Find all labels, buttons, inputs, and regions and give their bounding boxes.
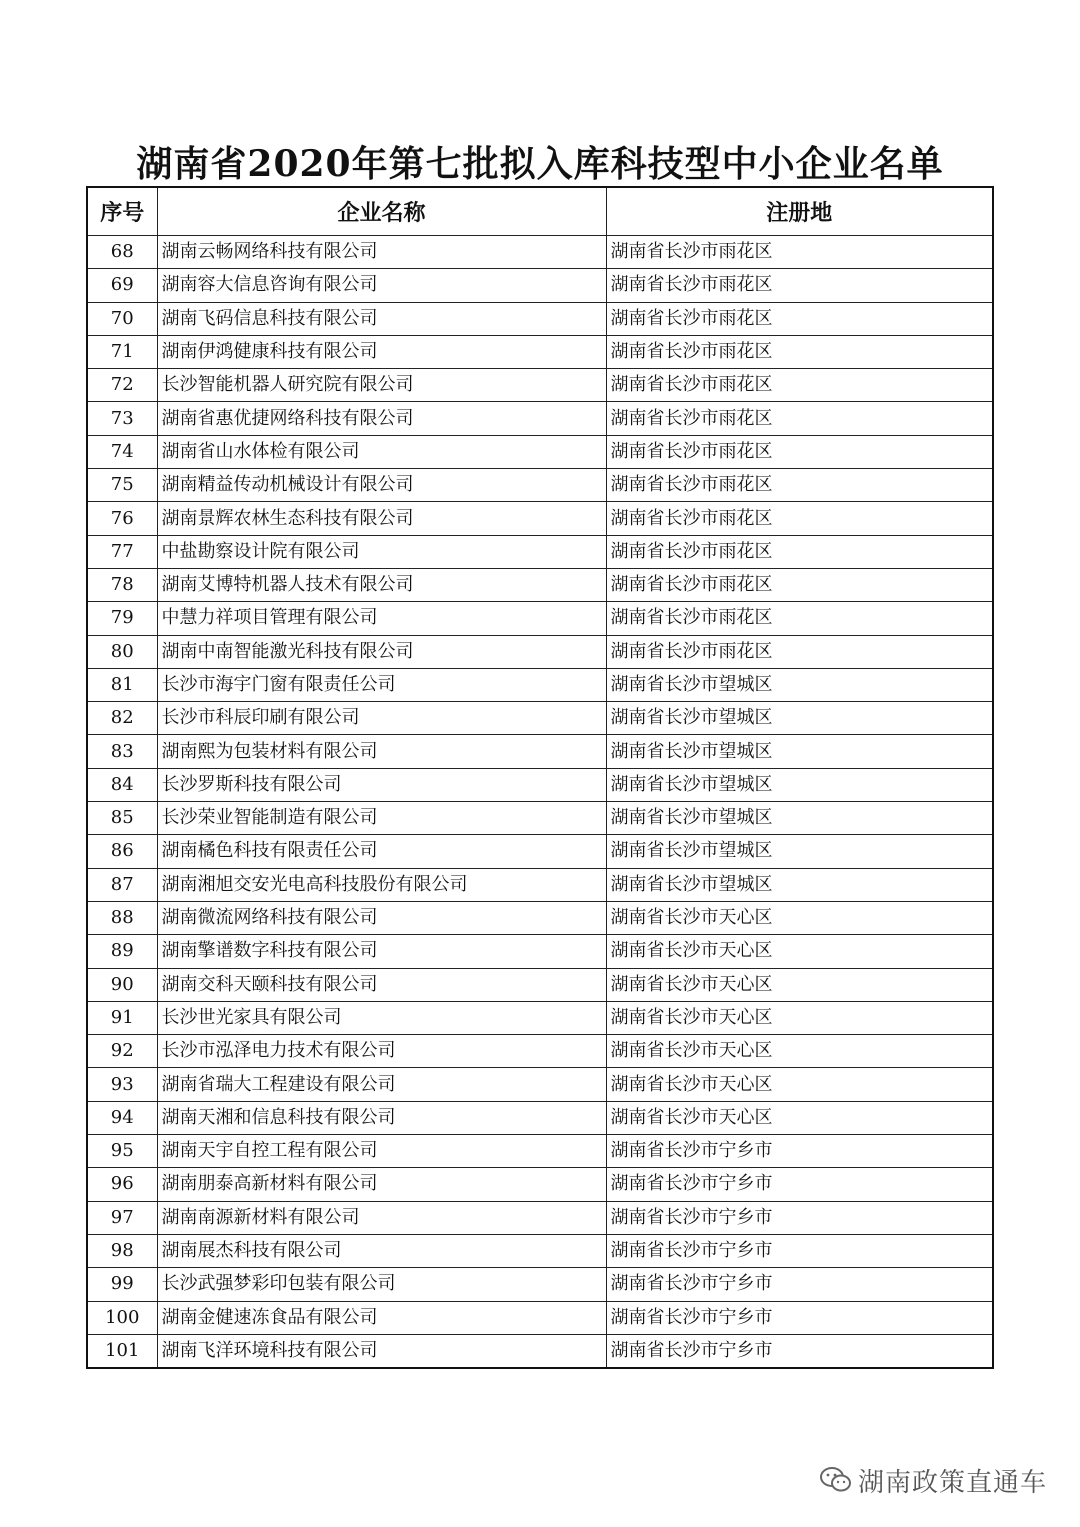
table-row	[87, 868, 993, 901]
row-seq: 68	[87, 236, 157, 269]
row-registered-location: 湖南省长沙市宁乡市	[606, 1201, 993, 1234]
row-registered-location: 湖南省长沙市雨花区	[606, 236, 993, 269]
table-row	[87, 1101, 993, 1134]
row-seq: 82	[87, 702, 157, 735]
row-seq: 93	[87, 1068, 157, 1101]
row-registered-location: 湖南省长沙市天心区	[606, 1035, 993, 1068]
row-company-name: 湖南南源新材料有限公司	[157, 1201, 606, 1234]
row-registered-location: 湖南省长沙市雨花区	[606, 535, 993, 568]
row-seq: 95	[87, 1135, 157, 1168]
table-row	[87, 369, 993, 402]
row-registered-location: 湖南省长沙市天心区	[606, 1068, 993, 1101]
row-seq: 97	[87, 1201, 157, 1234]
row-company-name: 长沙武强梦彩印包装有限公司	[157, 1268, 606, 1301]
table-row	[87, 502, 993, 535]
table-row	[87, 935, 993, 968]
row-company-name: 湖南省惠优捷网络科技有限公司	[157, 402, 606, 435]
row-registered-location: 湖南省长沙市雨花区	[606, 369, 993, 402]
row-seq: 77	[87, 535, 157, 568]
table-row	[87, 602, 993, 635]
row-registered-location: 湖南省长沙市天心区	[606, 1101, 993, 1134]
row-company-name: 湖南云畅网络科技有限公司	[157, 236, 606, 269]
row-company-name: 湖南省山水体检有限公司	[157, 435, 606, 468]
row-seq: 85	[87, 802, 157, 835]
header-company-name: 企业名称	[157, 187, 606, 236]
row-registered-location: 湖南省长沙市望城区	[606, 835, 993, 868]
row-seq: 72	[87, 369, 157, 402]
row-company-name: 湖南景辉农林生态科技有限公司	[157, 502, 606, 535]
row-company-name: 湖南天湘和信息科技有限公司	[157, 1101, 606, 1134]
table-header-row	[87, 187, 993, 236]
row-seq: 100	[87, 1301, 157, 1334]
row-company-name: 湖南熙为包装材料有限公司	[157, 735, 606, 768]
row-company-name: 长沙市海宇门窗有限责任公司	[157, 668, 606, 701]
row-registered-location: 湖南省长沙市雨花区	[606, 602, 993, 635]
row-registered-location: 湖南省长沙市雨花区	[606, 502, 993, 535]
row-company-name: 湖南展杰科技有限公司	[157, 1234, 606, 1267]
row-company-name: 湖南飞洋环境科技有限公司	[157, 1334, 606, 1368]
table-row	[87, 568, 993, 601]
row-company-name: 湖南金健速冻食品有限公司	[157, 1301, 606, 1334]
row-company-name: 湖南橘色科技有限责任公司	[157, 835, 606, 868]
row-seq: 90	[87, 968, 157, 1001]
row-seq: 70	[87, 302, 157, 335]
row-registered-location: 湖南省长沙市天心区	[606, 968, 993, 1001]
row-seq: 76	[87, 502, 157, 535]
table-row	[87, 1068, 993, 1101]
table-row	[87, 668, 993, 701]
row-company-name: 湖南朋泰高新材料有限公司	[157, 1168, 606, 1201]
row-registered-location: 湖南省长沙市望城区	[606, 735, 993, 768]
row-company-name: 湖南擎谱数字科技有限公司	[157, 935, 606, 968]
wechat-icon	[820, 1466, 852, 1494]
table-row	[87, 269, 993, 302]
row-company-name: 湖南湘旭交安光电高科技股份有限公司	[157, 868, 606, 901]
table-row	[87, 702, 993, 735]
row-seq: 69	[87, 269, 157, 302]
row-company-name: 长沙智能机器人研究院有限公司	[157, 369, 606, 402]
row-seq: 74	[87, 435, 157, 468]
row-company-name: 湖南中南智能激光科技有限公司	[157, 635, 606, 668]
row-registered-location: 湖南省长沙市天心区	[606, 935, 993, 968]
row-seq: 79	[87, 602, 157, 635]
row-registered-location: 湖南省长沙市雨花区	[606, 335, 993, 368]
table-row	[87, 1001, 993, 1034]
row-registered-location: 湖南省长沙市宁乡市	[606, 1135, 993, 1168]
table-row	[87, 302, 993, 335]
watermark	[820, 1458, 1047, 1502]
row-seq: 94	[87, 1101, 157, 1134]
row-seq: 98	[87, 1234, 157, 1267]
row-registered-location: 湖南省长沙市望城区	[606, 768, 993, 801]
table-row	[87, 768, 993, 801]
row-registered-location: 湖南省长沙市雨花区	[606, 269, 993, 302]
row-seq: 91	[87, 1001, 157, 1034]
row-seq: 101	[87, 1334, 157, 1368]
table-row	[87, 535, 993, 568]
row-company-name: 长沙罗斯科技有限公司	[157, 768, 606, 801]
row-seq: 86	[87, 835, 157, 868]
row-seq: 71	[87, 335, 157, 368]
table-body	[87, 236, 993, 1369]
table-row	[87, 402, 993, 435]
row-seq: 88	[87, 901, 157, 934]
row-company-name: 湖南微流网络科技有限公司	[157, 901, 606, 934]
table-row	[87, 435, 993, 468]
row-company-name: 湖南交科天颐科技有限公司	[157, 968, 606, 1001]
watermark-text: 湖南政策直通车	[858, 1467, 1048, 1498]
row-company-name: 中盐勘察设计院有限公司	[157, 535, 606, 568]
row-registered-location: 湖南省长沙市宁乡市	[606, 1268, 993, 1301]
row-company-name: 长沙荣业智能制造有限公司	[157, 802, 606, 835]
row-company-name: 湖南省瑞大工程建设有限公司	[157, 1068, 606, 1101]
table-row	[87, 236, 993, 269]
row-registered-location: 湖南省长沙市宁乡市	[606, 1334, 993, 1368]
row-seq: 81	[87, 668, 157, 701]
table-row	[87, 1234, 993, 1267]
row-seq: 99	[87, 1268, 157, 1301]
row-seq: 80	[87, 635, 157, 668]
row-seq: 96	[87, 1168, 157, 1201]
row-company-name: 长沙世光家具有限公司	[157, 1001, 606, 1034]
row-company-name: 中慧力祥项目管理有限公司	[157, 602, 606, 635]
table-row	[87, 469, 993, 502]
table-row	[87, 635, 993, 668]
row-seq: 78	[87, 568, 157, 601]
table-row	[87, 1035, 993, 1068]
row-company-name: 长沙市科辰印刷有限公司	[157, 702, 606, 735]
row-registered-location: 湖南省长沙市雨花区	[606, 302, 993, 335]
row-seq: 87	[87, 868, 157, 901]
row-registered-location: 湖南省长沙市天心区	[606, 1001, 993, 1034]
row-registered-location: 湖南省长沙市宁乡市	[606, 1301, 993, 1334]
header-registered-location: 注册地	[606, 187, 993, 236]
table-row	[87, 968, 993, 1001]
row-company-name: 湖南容大信息咨询有限公司	[157, 269, 606, 302]
row-registered-location: 湖南省长沙市雨花区	[606, 635, 993, 668]
row-seq: 89	[87, 935, 157, 968]
table-row	[87, 735, 993, 768]
row-registered-location: 湖南省长沙市雨花区	[606, 435, 993, 468]
row-seq: 73	[87, 402, 157, 435]
table-row	[87, 1135, 993, 1168]
company-table	[86, 186, 994, 1369]
row-company-name: 湖南精益传动机械设计有限公司	[157, 469, 606, 502]
row-registered-location: 湖南省长沙市望城区	[606, 668, 993, 701]
row-seq: 83	[87, 735, 157, 768]
table-row	[87, 1268, 993, 1301]
row-registered-location: 湖南省长沙市天心区	[606, 901, 993, 934]
row-company-name: 长沙市泓泽电力技术有限公司	[157, 1035, 606, 1068]
row-registered-location: 湖南省长沙市望城区	[606, 868, 993, 901]
table-row	[87, 1201, 993, 1234]
row-company-name: 湖南艾博特机器人技术有限公司	[157, 568, 606, 601]
table-row	[87, 802, 993, 835]
row-registered-location: 湖南省长沙市宁乡市	[606, 1234, 993, 1267]
row-company-name: 湖南伊鸿健康科技有限公司	[157, 335, 606, 368]
table-row	[87, 335, 993, 368]
row-seq: 75	[87, 469, 157, 502]
row-registered-location: 湖南省长沙市宁乡市	[606, 1168, 993, 1201]
row-company-name: 湖南天宇自控工程有限公司	[157, 1135, 606, 1168]
header-seq: 序号	[87, 187, 157, 236]
row-seq: 92	[87, 1035, 157, 1068]
table-row	[87, 835, 993, 868]
page-title: 湖南省2020年第七批拟入库科技型中小企业名单	[136, 143, 944, 185]
row-registered-location: 湖南省长沙市雨花区	[606, 402, 993, 435]
row-company-name: 湖南飞码信息科技有限公司	[157, 302, 606, 335]
row-seq: 84	[87, 768, 157, 801]
table-row	[87, 1334, 993, 1368]
row-registered-location: 湖南省长沙市望城区	[606, 802, 993, 835]
table-row	[87, 1168, 993, 1201]
table-row	[87, 1301, 993, 1334]
row-registered-location: 湖南省长沙市望城区	[606, 702, 993, 735]
row-registered-location: 湖南省长沙市雨花区	[606, 469, 993, 502]
row-registered-location: 湖南省长沙市雨花区	[606, 568, 993, 601]
table-row	[87, 901, 993, 934]
